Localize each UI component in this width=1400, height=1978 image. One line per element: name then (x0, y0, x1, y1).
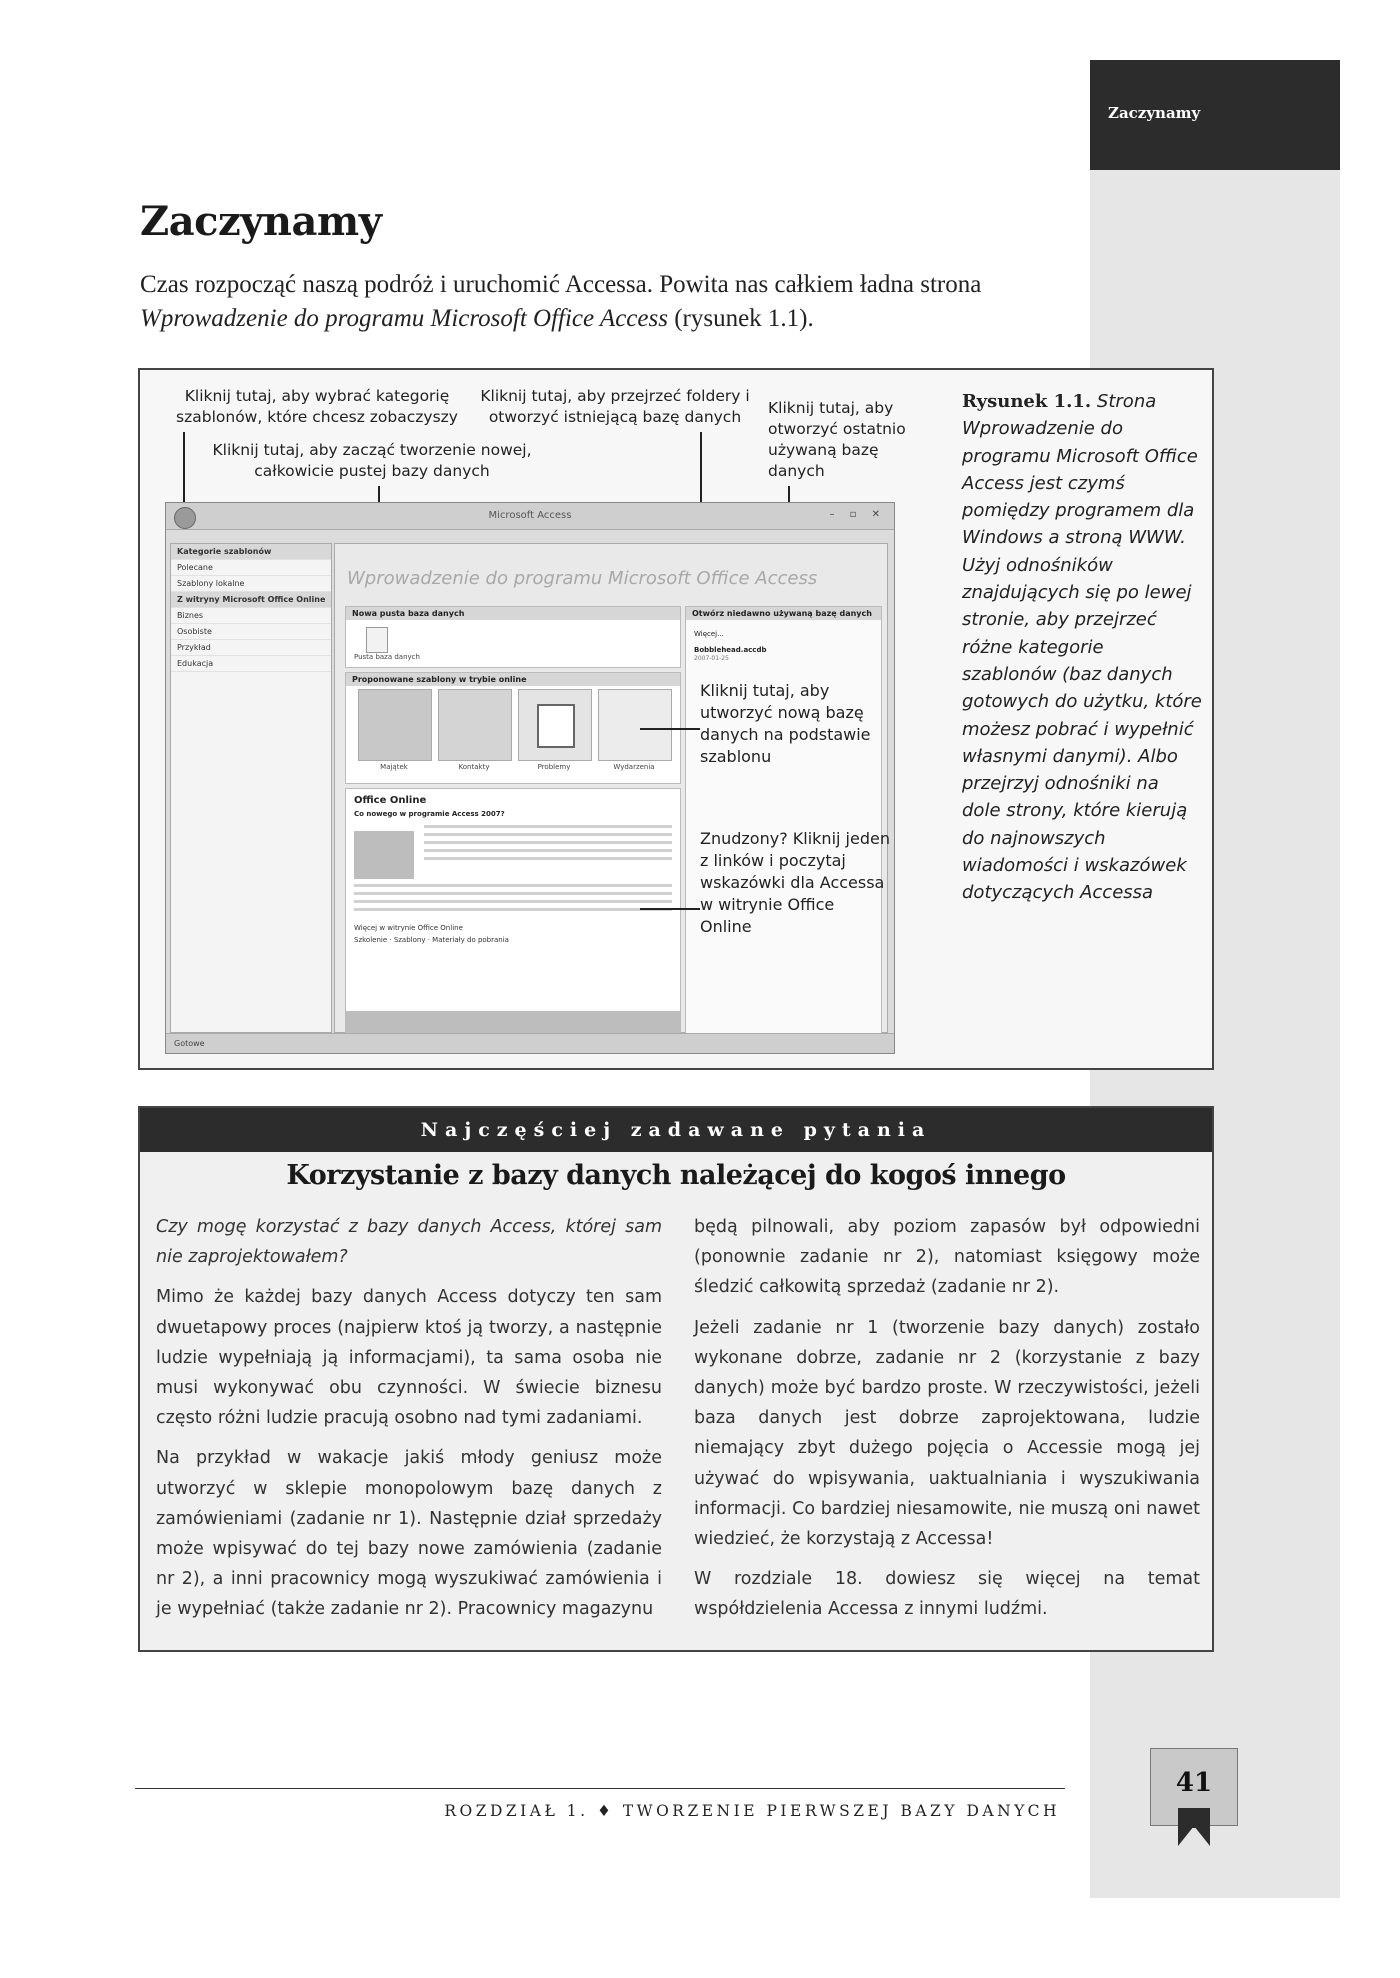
more-online-link: Więcej w witrynie Office Online (354, 924, 463, 932)
footer-rule (135, 1788, 1065, 1789)
recent-file-name: Bobblehead.accdb (694, 646, 767, 654)
news-image (354, 831, 414, 879)
intro-ref: (rysunek 1.1). (667, 305, 814, 332)
template-thumb-issues (518, 689, 592, 761)
category-item: Osobiste (171, 624, 331, 640)
category-item: Szablony lokalne (171, 576, 331, 592)
online-banner (346, 1011, 680, 1033)
figure-caption-text: Strona Wprowadzenie do programu Microsoft Office Access jest czymś pomiędzy programem dla Windows a stroną WWW. Użyj odnośników znajdujących się po lewej stronie, aby przejrzeć różne kategorie szablonów (baz danych gotowych do użytku, które możesz pobrać i wypełnić własnymi danymi). Albo przejrzyj odnośniki na dole strony, które kierują do najnowszych wiadomości i wskazówek dotyczących Accessa (962, 391, 1202, 904)
blank-database-label: Pusta baza danych (354, 653, 420, 661)
window-controls-icon: – ▫ ✕ (829, 509, 886, 520)
template-thumb-events (598, 689, 672, 761)
bookmark-icon (1178, 1808, 1210, 1828)
status-bar: Gotowe (166, 1033, 895, 1054)
faq-bar: Najczęściej zadawane pytania (140, 1108, 1212, 1152)
office-button-icon (174, 507, 196, 529)
template-categories-pane (170, 543, 332, 1033)
category-item: Edukacja (171, 656, 331, 672)
page-number: 41 (1175, 1768, 1213, 1798)
getting-started-title: Wprowadzenie do programu Microsoft Office Access (347, 568, 818, 589)
blank-database-heading: Nowa pusta baza danych (346, 607, 680, 620)
window-title: Microsoft Access (488, 510, 572, 521)
featured-templates-section (345, 672, 681, 784)
template-label: Wydarzenia (613, 763, 655, 771)
faq-left-column (156, 1212, 662, 1635)
category-item: Kategorie szablonów (171, 544, 331, 560)
office-online-logo: Office Online (354, 795, 427, 806)
leader-template (640, 728, 700, 730)
callout-template: Kliknij tutaj, aby utworzyć nową bazę danych na podstawie szablonu (700, 681, 871, 766)
category-item: Biznes (171, 608, 331, 624)
faq-paragraph: Jeżeli zadanie nr 1 (tworzenie bazy danych) zostało wykonane dobrze, zadanie nr 2 (korzystanie z bazy danych) może być bardzo proste. W rzeczywistości, jeżeli baza danych jest dobrze zaprojektowana, ludzie niemający zbyt dużego pojęcia o Accessie mogą jej używać do wpisywania, uaktualniania i wyszukiwania informacji. Co bardziej niesamowite, nie muszą oni nawet wiedzieć, że korzystają z Accessa! (694, 1317, 1200, 1550)
faq-paragraph: Mimo że każdej bazy danych Access dotyczy ten sam dwuetapowy proces (najpierw ktoś ją tworzy, a następnie ludzie wypełniają ją informacjami), ta sama osoba nie musi wykonywać obu czynności. W świecie biznesu często różni ludzie pracują osobno nad tymi zadaniami. (156, 1287, 662, 1429)
template-label: Kontakty (458, 763, 490, 771)
category-item: Polecane (171, 560, 331, 576)
blank-database-section (345, 606, 681, 668)
recent-databases-section (685, 606, 882, 1034)
callout-blank-db: Kliknij tutaj, aby zacząć tworzenie nowej, całkowicie pustej bazy danych (212, 441, 532, 480)
leader-bored (640, 908, 700, 910)
category-item: Z witryny Microsoft Office Online (171, 592, 331, 608)
template-label: Majątek (380, 763, 408, 771)
running-header-text: Zaczynamy (1108, 104, 1201, 122)
intro-paragraph (140, 268, 1070, 336)
callout-recent: Kliknij tutaj, aby otworzyć ostatnio używaną bazę danych (768, 399, 906, 480)
recent-more-link: Więcej... (694, 630, 724, 638)
faq-paragraph: będą pilnowali, aby poziom zapasów był odpowiedni (ponownie zadanie nr 2), natomiast księgowy może śledzić całkowitą sprzedaż (zadanie nr 2). (694, 1217, 1200, 1298)
faq-right-column (694, 1212, 1200, 1635)
callout-bored: Znudzony? Kliknij jeden z linków i poczytaj wskazówki dla Accessa w witrynie Office Online (700, 829, 890, 936)
callout-folders: Kliknij tutaj, aby przejrzeć foldery i otworzyć istniejącą bazę danych (480, 387, 750, 426)
recent-file-date: 2007-01-25 (694, 655, 729, 662)
faq-paragraph: W rozdziale 18. dowiesz się więcej na temat współdzielenia Accessa z innymi ludźmi. (694, 1569, 1200, 1620)
template-thumb-contacts (438, 689, 512, 761)
template-thumb-assets (358, 689, 432, 761)
section-title: Zaczynamy (140, 198, 382, 245)
figure-caption-label: Rysunek 1.1. (962, 391, 1092, 412)
online-footer-links: Szkolenie · Szablony · Materiały do pobrania (354, 936, 509, 944)
recent-databases-heading: Otwórz niedawno używaną bazę danych (686, 607, 881, 620)
featured-templates-heading: Proponowane szablony w trybie online (346, 673, 680, 686)
getting-started-pane (334, 543, 888, 1033)
access-screenshot (165, 502, 895, 1054)
whats-new-heading: Co nowego w programie Access 2007? (354, 810, 505, 818)
footer-chapter: ROZDZIAŁ 1. ♦ TWORZENIE PIERWSZEJ BAZY DANYCH (444, 1802, 1060, 1820)
callout-categories: Kliknij tutaj, aby wybrać kategorię szablonów, które chcesz zobaczyszy (176, 387, 458, 426)
blank-database-icon (366, 627, 388, 653)
faq-paragraph: Na przykład w wakacje jakiś młody geniusz może utworzyć w sklepie monopolowym bazę danych z zamówieniami (zadanie nr 1). Następnie dział sprzedaży może wpisywać do tej bazy nowe zamówienia (zadanie nr 2), a inni pracownicy mogą wyszukiwać zamówienia i je wypełniać (także zadanie nr 2). Pracownicy magazynu (156, 1448, 662, 1620)
window-titlebar (166, 503, 894, 530)
bookmark-tail-icon (1178, 1826, 1210, 1846)
clipboard-icon (537, 704, 575, 748)
intro-emphasis: Wprowadzenie do programu Microsoft Office Access (140, 305, 668, 332)
office-online-section (345, 788, 681, 1034)
template-label: Problemy (537, 763, 571, 771)
running-header-tab (1090, 60, 1340, 170)
figure-caption (962, 388, 1202, 907)
intro-text: Czas rozpocząć naszą podróż i uruchomić Accessa. Powita nas całkiem ładna strona (140, 271, 982, 298)
category-item: Przykład (171, 640, 331, 656)
faq-question: Czy mogę korzystać z bazy danych Access, której sam nie zaprojektowałem? (156, 1217, 662, 1268)
faq-title: Korzystanie z bazy danych należącej do kogoś innego (286, 1160, 1066, 1191)
